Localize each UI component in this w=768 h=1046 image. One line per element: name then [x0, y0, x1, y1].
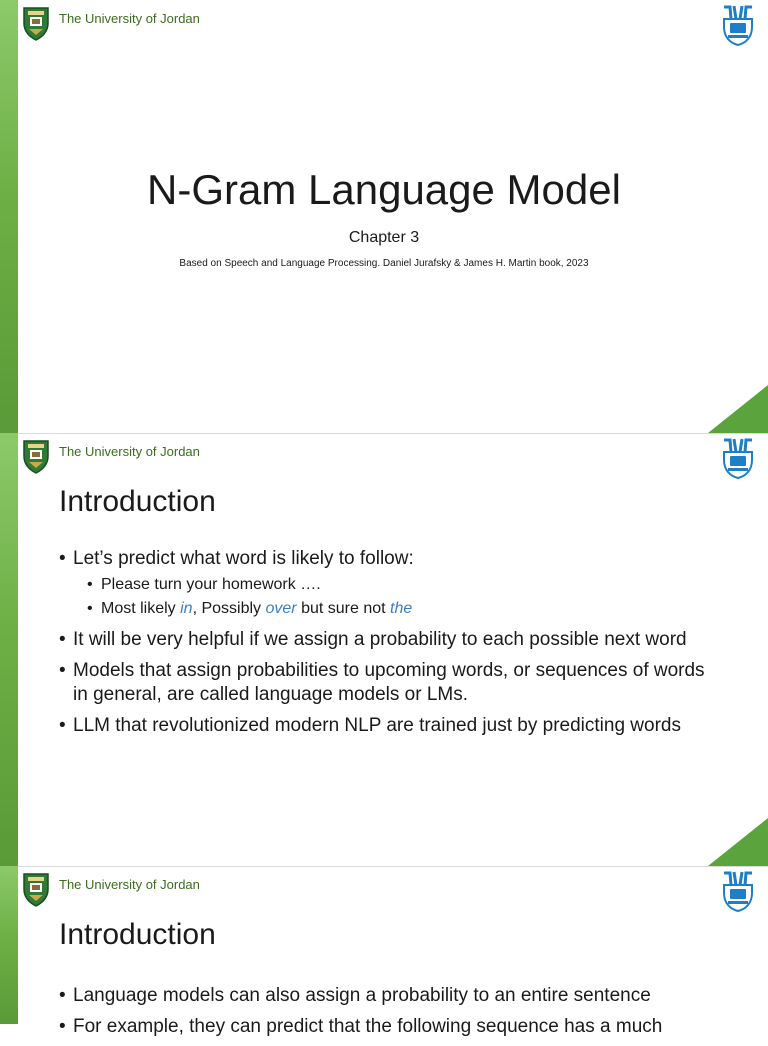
slide-divider: [0, 866, 768, 867]
slide-accent-bar: [0, 433, 18, 866]
source-credit: Based on Speech and Language Processing. Daniel Jurafsky & James H. Martin book, 2023: [179, 258, 589, 269]
corner-triangle-decoration: [708, 818, 768, 866]
corner-triangle-decoration: [708, 385, 768, 433]
slide-divider: [0, 433, 768, 434]
slide-title: [0, 0, 768, 433]
slide-accent-bar: [0, 866, 18, 1024]
bullet-text: LLM that revolutionized modern NLP are trained just by predicting words: [73, 715, 681, 736]
university-name: The University of Jordan: [59, 11, 200, 26]
highlighted-word: in: [180, 600, 193, 617]
sub-bullet-item: [87, 597, 719, 621]
department-logo-icon: [720, 871, 756, 913]
slide-accent-bar: [0, 0, 18, 433]
university-crest-icon: [22, 871, 50, 907]
highlighted-word: over: [265, 600, 297, 617]
sub-bullet-text: , Possibly: [192, 600, 266, 617]
university-crest-icon: [22, 5, 50, 41]
sub-bullet-prefix: Most likely: [101, 600, 181, 617]
sub-bullet-text: but sure not: [296, 600, 391, 617]
bullet-list: [59, 984, 719, 1046]
bullet-item: [59, 984, 719, 1008]
bullet-item: [59, 628, 719, 652]
bullet-text: For example, they can predict that the following sequence has a much: [73, 1016, 663, 1037]
highlighted-word: the: [390, 600, 413, 617]
university-name: The University of Jordan: [59, 444, 200, 459]
bullet-text: Let’s predict what word is likely to follow:: [73, 548, 414, 569]
slide-introduction-2: [0, 866, 768, 1037]
sub-bullet-list: [73, 573, 719, 621]
slide-heading: Introduction: [59, 918, 216, 951]
sub-bullet-text: Please turn your homework ….: [101, 576, 321, 593]
bullet-item: [59, 714, 719, 738]
department-logo-icon: [720, 438, 756, 480]
slide-introduction-1: [0, 433, 768, 866]
slide-heading: Introduction: [59, 485, 216, 518]
presentation-title: N-Gram Language Model: [147, 166, 621, 213]
department-logo-icon: [720, 5, 756, 47]
bullet-text: It will be very helpful if we assign a probability to each possible next word: [73, 629, 687, 650]
bullet-item: [59, 547, 719, 621]
university-crest-icon: [22, 438, 50, 474]
bullet-item: [59, 659, 719, 707]
chapter-subtitle: Chapter 3: [348, 229, 420, 246]
bullet-item: [59, 1015, 719, 1039]
bullet-text: Language models can also assign a probability to an entire sentence: [73, 985, 651, 1006]
bullet-text: Models that assign probabilities to upcoming words, or sequences of words in general, are called language models or LMs.: [73, 660, 705, 705]
university-name: The University of Jordan: [59, 877, 200, 892]
sub-bullet-item: [87, 573, 719, 597]
bullet-list: [59, 547, 719, 745]
